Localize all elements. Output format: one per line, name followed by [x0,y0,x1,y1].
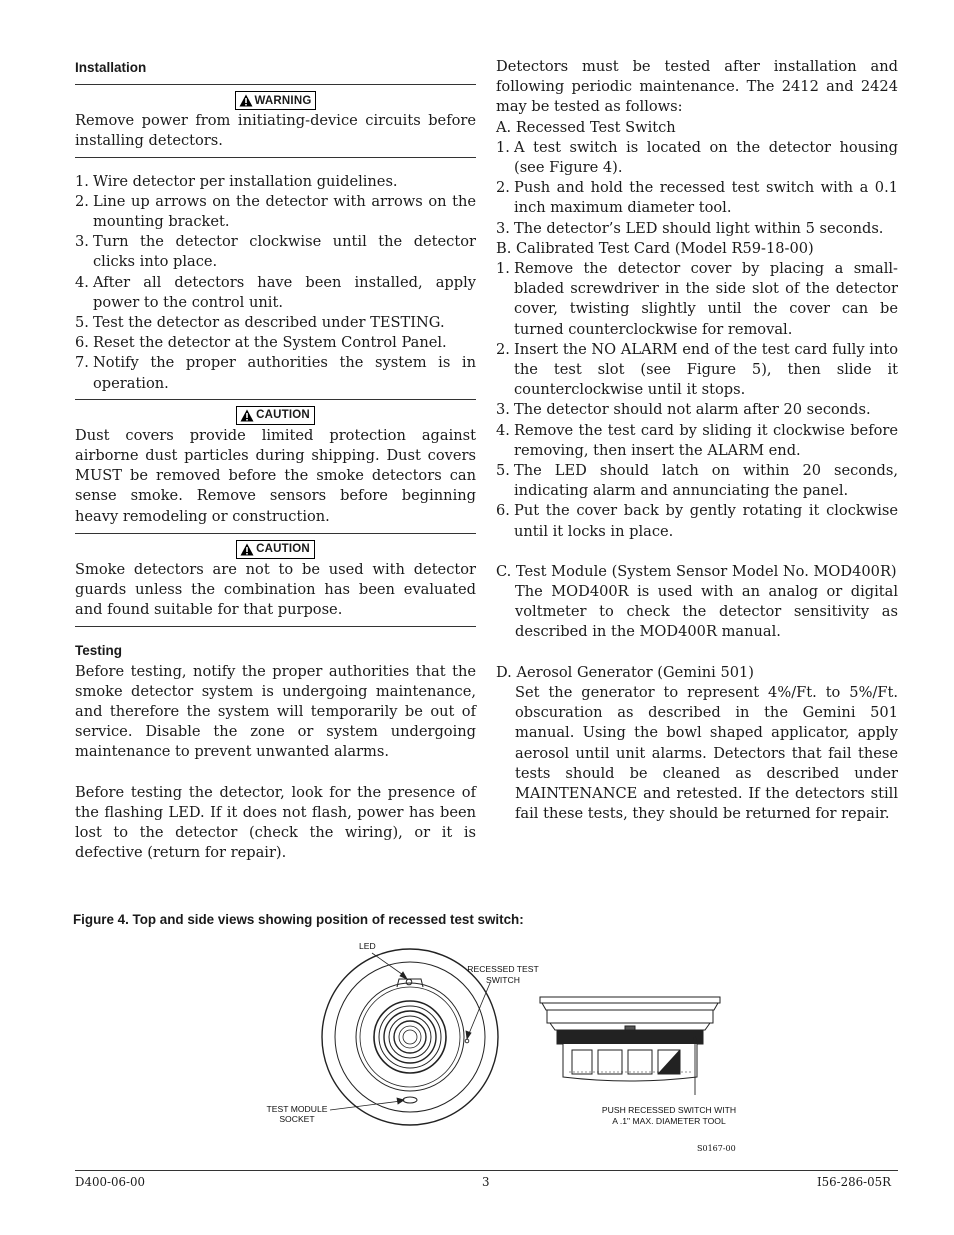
step-number: 5. [75,314,89,332]
step-text: Remove the detector cover by placing a small-bladed screwdriver in the side slot of the detector cover, twisting slightly until the cover can be turned counterclockwise for removal. [514,260,898,338]
test-module-socket-icon [403,1097,417,1103]
step-number: 1. [496,260,510,278]
section-d-text: Set the generator to represent 4%/Ft. to 5%/Ft. obscuration as described in the Gemini 501 manual. Using the bowl shaped applicator, apply aerosol until unit alarms. Detectors that fail these tests should be cleaned as described under MAINTENANCE and retested. If the detectors still fail these tests, they should be returned for repair. [515,683,898,823]
installation-steps [75,172,476,394]
step-text: Test the detector as described under TESTING. [93,314,445,332]
testing-para-2: Before testing the detector, look for the presence of the flashing LED. If it does not flash, power has been lost to the detector (check the wiring), or it is defective (return for repair). [75,783,476,862]
test-step [496,400,898,420]
caution1-text: Dust covers provide limited protection against airborne dust particles during shipping. Dust covers MUST be removed before the smoke detectors can sense smoke. Remove sensors before beginning heavy remodeling or construction. [75,426,476,525]
push-label-1: PUSH RECESSED SWITCH WITH [601,1105,737,1115]
section-c-title: C. Test Module (System Sensor Model No. MOD400R) [496,562,897,580]
test-step [496,259,898,340]
test-step [496,501,898,541]
left-column [75,56,476,864]
installation-step [75,172,476,192]
installation-step [75,353,476,393]
test-step [496,461,898,501]
installation-step [75,313,476,333]
section-a-title: A. Recessed Test Switch [496,118,676,136]
test-step [496,219,898,239]
figure-title: Figure 4. Top and side views showing position of recessed test switch: [73,912,524,927]
push-label-2: A .1" MAX. DIAMETER TOOL [612,1116,726,1126]
section-d-title: D. Aerosol Generator (Gemini 501) [496,663,754,681]
section-b-steps [496,259,898,542]
step-text: After all detectors have been installed, apply power to the control unit. [93,273,476,311]
step-text: Line up arrows on the detector with arrows on the mounting bracket. [93,192,476,231]
detector-side-view [540,997,720,1081]
step-text: Reset the detector at the System Control Panel. [93,334,447,352]
section-b-title: B. Calibrated Test Card (Model R59-18-00) [496,239,814,257]
testing-para-1: Before testing, notify the proper authorities that the smoke detector system is undergoing maintenance, and therefore the system will temporarily be out of service. Disable the zone or system undergoing maintenance to prevent unwanted alarms. [75,662,476,761]
step-number: 6. [496,502,510,520]
installation-step [75,232,476,272]
step-number: 3. [496,401,510,419]
caution2-text: Smoke detectors are not to be used with detector guards unless the combination has been evaluated and found suitable for that purpose. [75,560,476,619]
section-a-steps [496,138,898,239]
footer-manual-number: I56-286-05R [817,1175,892,1189]
step-number: 1. [496,138,510,156]
figure-code: S0167-00 [697,1144,736,1153]
caution-triangle-icon [240,543,254,556]
step-text: Wire detector per installation guidelines. [93,172,398,190]
installation-step [75,192,476,232]
switch-label-1: RECESSED TEST [467,964,539,974]
step-text: Insert the NO ALARM end of the test card fully into the test slot (see Figure 5), then slide it counterclockwise until it stops. [514,340,898,399]
warning-text: Remove power from initiating-device circuits before installing detectors. [75,112,476,150]
footer-rule [75,1170,898,1171]
socket-label-1: TEST MODULE [266,1104,328,1114]
installation-heading: Installation [75,60,147,75]
testing-heading: Testing [75,643,122,659]
step-number: 5. [496,462,510,480]
step-number: 1. [75,172,89,190]
footer-doc-number: D400-06-00 [75,1175,145,1189]
step-number: 3. [496,219,510,237]
led-label: LED [359,941,376,951]
installation-step [75,333,476,353]
caution-badge: CAUTION [236,540,315,559]
step-text: The LED should latch on within 20 seconds, indicating alarm and annunciating the panel. [514,462,898,500]
step-text: Turn the detector clockwise until the detector clicks into place. [93,233,476,271]
step-text: Remove the test card by sliding it clockwise before removing, then insert the ALARM end. [514,421,898,459]
step-number: 2. [496,340,510,358]
step-number: 2. [496,179,510,197]
step-number: 2. [75,192,89,210]
warning-badge: WARNING [235,91,317,110]
installation-step [75,273,476,313]
test-step [496,340,898,401]
switch-label-2: SWITCH [486,975,520,985]
test-step [496,421,898,461]
step-text: The detector’s LED should light within 5 seconds. [514,219,884,237]
step-text: The detector should not alarm after 20 seconds. [514,401,871,419]
led-icon [406,979,412,985]
step-number: 6. [75,334,89,352]
step-text: A test switch is located on the detector housing (see Figure 4). [514,138,898,177]
warning-triangle-icon [239,94,253,107]
step-number: 4. [496,421,510,439]
step-text: Push and hold the recessed test switch with a 0.1 inch maximum diameter tool. [514,179,898,217]
detector-diagram [250,935,770,1160]
socket-label-2: SOCKET [279,1114,315,1124]
detector-top-view [322,949,498,1125]
step-text: Put the cover back by gently rotating it clockwise until it locks in place. [514,502,898,540]
testing-intro: Detectors must be tested after installation and following periodic maintenance. The 2412 and 2424 may be tested as follows: [496,58,898,116]
step-number: 3. [75,233,89,251]
right-column [496,56,898,824]
caution-triangle-icon [240,409,254,422]
step-number: 7. [75,354,89,372]
caution-badge: CAUTION [236,406,315,425]
test-step [496,138,898,178]
step-number: 4. [75,273,89,291]
page-number: 3 [482,1175,490,1189]
recessed-switch-icon [465,1039,469,1043]
step-text: Notify the proper authorities the system is in operation. [93,354,476,392]
test-step [496,178,898,218]
section-c-text: The MOD400R is used with an analog or digital voltmeter to check the detector sensitivity as described in the MOD400R manual. [515,583,898,641]
